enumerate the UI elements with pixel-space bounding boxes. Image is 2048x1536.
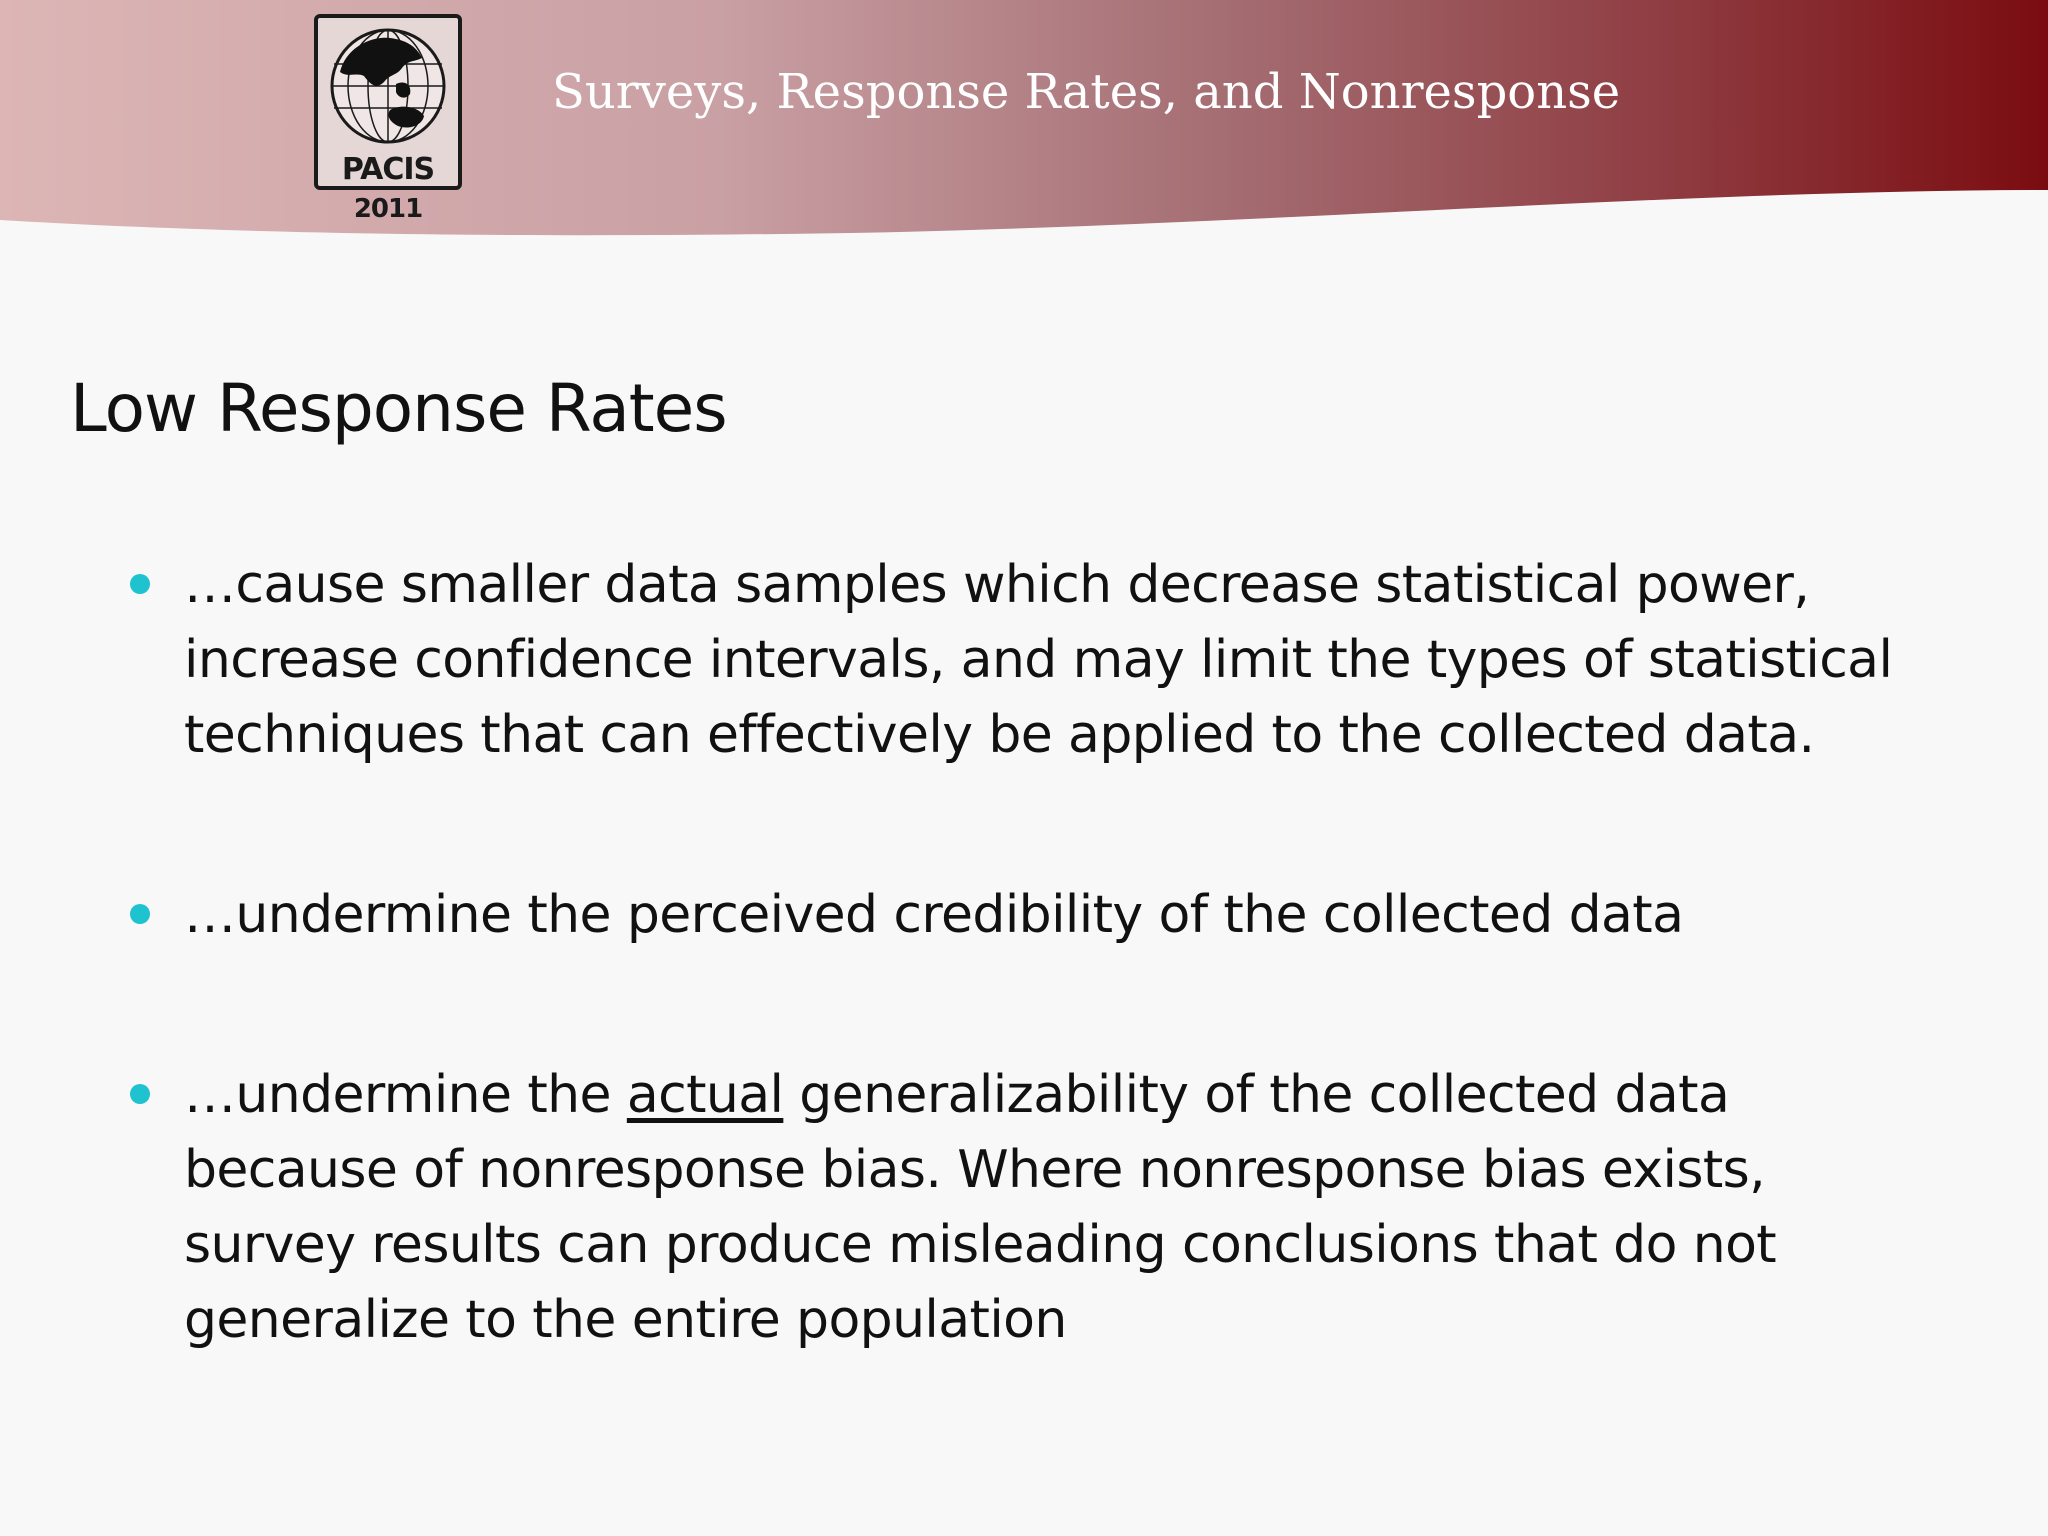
logo-text: PACIS	[341, 152, 435, 187]
bullet-line: techniques that can effectively be applied to the collected data.	[184, 705, 1815, 765]
bullet-dot-icon	[130, 904, 150, 924]
bullet-text	[184, 878, 1683, 953]
underlined-word: actual	[626, 1065, 784, 1125]
bullet-dot-icon	[130, 574, 150, 594]
bullet-line: survey results can produce misleading conclusions that do not	[184, 1215, 1777, 1275]
logo-year: 2011	[353, 194, 423, 224]
bullet-text-before: …undermine the	[184, 1065, 627, 1125]
bullet-text	[184, 1058, 1776, 1358]
bullet-line: increase confidence intervals, and may limit the types of statistical	[184, 630, 1893, 690]
bullet-text-after: generalizability of the collected data	[783, 1065, 1730, 1125]
bullet-dot-icon	[130, 1084, 150, 1104]
slide-title: Low Response Rates	[70, 370, 727, 447]
bullet-line: generalize to the entire population	[184, 1290, 1067, 1350]
header-band	[0, 0, 2048, 260]
bullet-line	[184, 1058, 1776, 1133]
globe-icon	[326, 24, 450, 148]
bullet-line: because of nonresponse bias. Where nonresponse bias exists,	[184, 1140, 1766, 1200]
pacis-logo	[314, 14, 462, 190]
bullet-line: …cause smaller data samples which decrease statistical power,	[184, 555, 1810, 615]
header-title: Surveys, Response Rates, and Nonresponse	[552, 64, 1621, 120]
bullet-line: …undermine the perceived credibility of the collected data	[184, 885, 1684, 945]
bullet-text	[184, 548, 1892, 773]
